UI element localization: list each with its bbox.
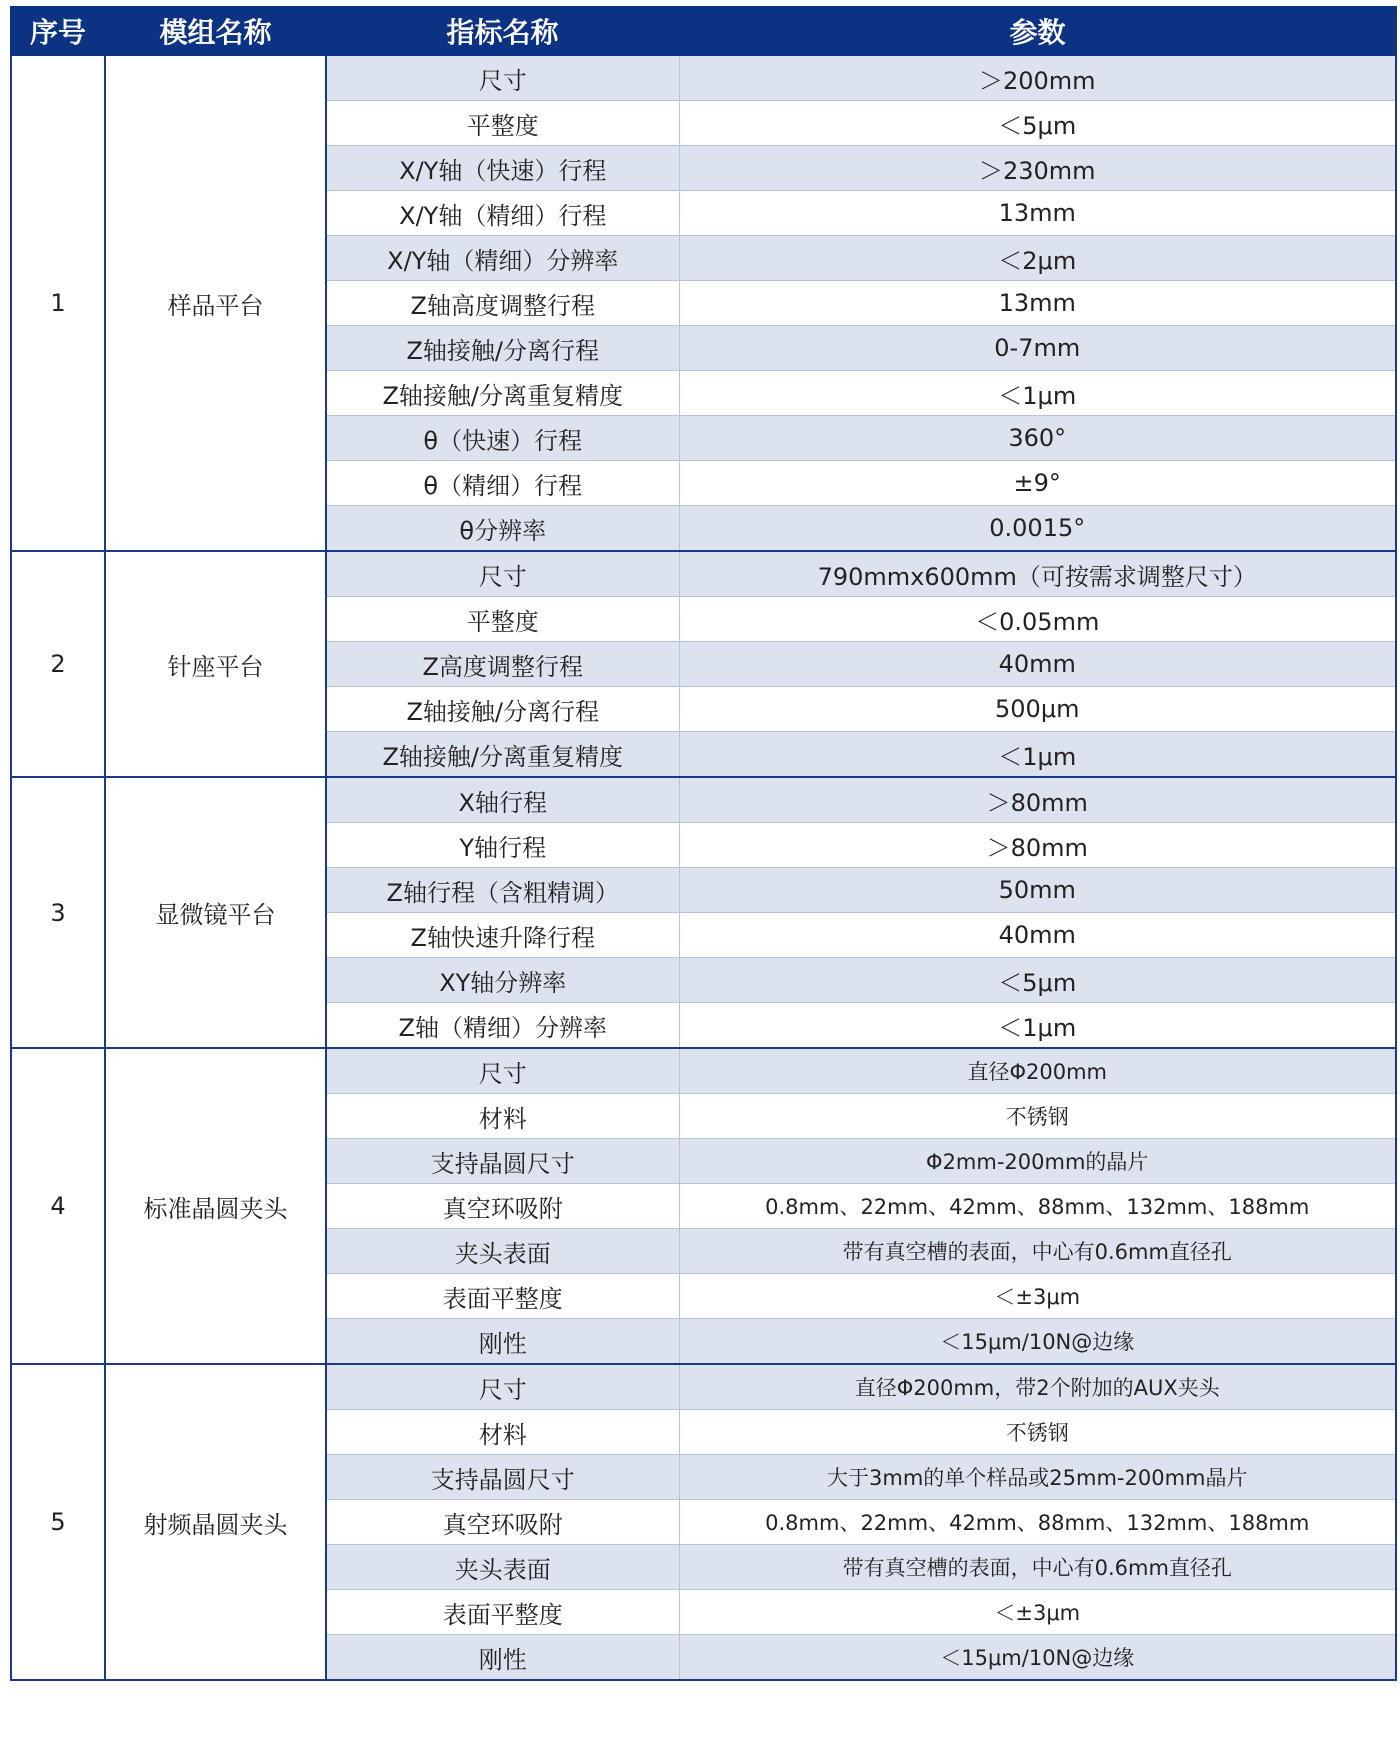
metric-name-cell: Z轴接触/分离重复精度 [326, 371, 679, 416]
table-row [11, 1048, 1396, 1094]
parameter-value-cell: 带有真空槽的表面，中心有0.6mm直径孔 [679, 1229, 1396, 1274]
header-parameter: 参数 [679, 7, 1396, 55]
seq-cell: 3 [11, 777, 105, 1048]
metric-name-cell: Z轴接触/分离行程 [326, 326, 679, 371]
metric-name-cell: 平整度 [326, 597, 679, 642]
metric-name-cell: 尺寸 [326, 1048, 679, 1094]
metric-name-cell: Z高度调整行程 [326, 642, 679, 687]
metric-name-cell: 平整度 [326, 101, 679, 146]
parameter-value-cell: 0.8mm、22mm、42mm、88mm、132mm、188mm [679, 1184, 1396, 1229]
metric-name-cell: 真空环吸附 [326, 1184, 679, 1229]
metric-name-cell: Z轴（精细）分辨率 [326, 1003, 679, 1049]
parameter-value-cell: 不锈钢 [679, 1094, 1396, 1139]
metric-name-cell: 材料 [326, 1094, 679, 1139]
parameter-value-cell: 直径Φ200mm，带2个附加的AUX夹头 [679, 1364, 1396, 1410]
metric-name-cell: θ（快速）行程 [326, 416, 679, 461]
header-metric-name: 指标名称 [326, 7, 679, 55]
seq-cell: 1 [11, 55, 105, 551]
parameter-value-cell: 40mm [679, 642, 1396, 687]
parameter-value-cell: ＜2μm [679, 236, 1396, 281]
parameter-value-cell: ＜15μm/10N@边缘 [679, 1635, 1396, 1681]
metric-name-cell: 夹头表面 [326, 1545, 679, 1590]
table-row [11, 55, 1396, 101]
metric-name-cell: 夹头表面 [326, 1229, 679, 1274]
parameter-value-cell: ＜0.05mm [679, 597, 1396, 642]
metric-name-cell: θ（精细）行程 [326, 461, 679, 506]
metric-name-cell: X/Y轴（精细）分辨率 [326, 236, 679, 281]
table-header [11, 7, 1396, 55]
seq-cell: 2 [11, 551, 105, 777]
parameter-value-cell: ＜1μm [679, 1003, 1396, 1049]
parameter-value-cell: ＞80mm [679, 777, 1396, 823]
metric-name-cell: Z轴接触/分离重复精度 [326, 732, 679, 778]
parameter-value-cell: ＞230mm [679, 146, 1396, 191]
seq-cell: 4 [11, 1048, 105, 1364]
metric-name-cell: θ分辨率 [326, 506, 679, 552]
metric-name-cell: Z轴接触/分离行程 [326, 687, 679, 732]
parameter-value-cell: 直径Φ200mm [679, 1048, 1396, 1094]
parameter-value-cell: 500μm [679, 687, 1396, 732]
parameter-value-cell: 不锈钢 [679, 1410, 1396, 1455]
parameter-value-cell: ＞200mm [679, 55, 1396, 101]
module-name-cell: 针座平台 [105, 551, 326, 777]
parameter-value-cell: ±9° [679, 461, 1396, 506]
module-name-cell: 显微镜平台 [105, 777, 326, 1048]
metric-name-cell: 刚性 [326, 1319, 679, 1365]
metric-name-cell: 刚性 [326, 1635, 679, 1681]
table-row [11, 777, 1396, 823]
parameter-value-cell: 大于3mm的单个样品或25mm-200mm晶片 [679, 1455, 1396, 1500]
parameter-value-cell: ＜5μm [679, 101, 1396, 146]
metric-name-cell: X/Y轴（快速）行程 [326, 146, 679, 191]
parameter-value-cell: ＜5μm [679, 958, 1396, 1003]
metric-name-cell: X轴行程 [326, 777, 679, 823]
parameter-value-cell: 790mmx600mm（可按需求调整尺寸） [679, 551, 1396, 597]
parameter-value-cell: 40mm [679, 913, 1396, 958]
metric-name-cell: 支持晶圆尺寸 [326, 1455, 679, 1500]
metric-name-cell: XY轴分辨率 [326, 958, 679, 1003]
parameter-value-cell: ＜15μm/10N@边缘 [679, 1319, 1396, 1365]
parameter-value-cell: ＜±3μm [679, 1590, 1396, 1635]
metric-name-cell: 支持晶圆尺寸 [326, 1139, 679, 1184]
module-name-cell: 射频晶圆夹头 [105, 1364, 326, 1680]
metric-name-cell: 尺寸 [326, 55, 679, 101]
metric-name-cell: Z轴高度调整行程 [326, 281, 679, 326]
parameter-value-cell: 带有真空槽的表面，中心有0.6mm直径孔 [679, 1545, 1396, 1590]
metric-name-cell: 材料 [326, 1410, 679, 1455]
seq-cell: 5 [11, 1364, 105, 1680]
metric-name-cell: 表面平整度 [326, 1274, 679, 1319]
header-module-name: 模组名称 [105, 7, 326, 55]
module-name-cell: 样品平台 [105, 55, 326, 551]
metric-name-cell: 表面平整度 [326, 1590, 679, 1635]
metric-name-cell: Y轴行程 [326, 823, 679, 868]
metric-name-cell: Z轴快速升降行程 [326, 913, 679, 958]
parameter-value-cell: 50mm [679, 868, 1396, 913]
parameter-value-cell: 360° [679, 416, 1396, 461]
parameter-value-cell: Φ2mm-200mm的晶片 [679, 1139, 1396, 1184]
parameter-value-cell: 0.8mm、22mm、42mm、88mm、132mm、188mm [679, 1500, 1396, 1545]
header-seq: 序号 [11, 7, 105, 55]
metric-name-cell: 真空环吸附 [326, 1500, 679, 1545]
parameter-value-cell: 13mm [679, 191, 1396, 236]
parameter-value-cell: 13mm [679, 281, 1396, 326]
parameter-value-cell: ＜1μm [679, 371, 1396, 416]
header-row [11, 7, 1396, 55]
parameter-value-cell: 0-7mm [679, 326, 1396, 371]
metric-name-cell: Z轴行程（含粗精调） [326, 868, 679, 913]
table-body [11, 55, 1396, 1680]
table-row [11, 1364, 1396, 1410]
parameter-value-cell: ＜±3μm [679, 1274, 1396, 1319]
parameter-value-cell: ＞80mm [679, 823, 1396, 868]
module-name-cell: 标准晶圆夹头 [105, 1048, 326, 1364]
table-row [11, 551, 1396, 597]
metric-name-cell: 尺寸 [326, 551, 679, 597]
metric-name-cell: 尺寸 [326, 1364, 679, 1410]
parameter-value-cell: 0.0015° [679, 506, 1396, 552]
metric-name-cell: X/Y轴（精细）行程 [326, 191, 679, 236]
spec-table [10, 6, 1397, 1681]
parameter-value-cell: ＜1μm [679, 732, 1396, 778]
